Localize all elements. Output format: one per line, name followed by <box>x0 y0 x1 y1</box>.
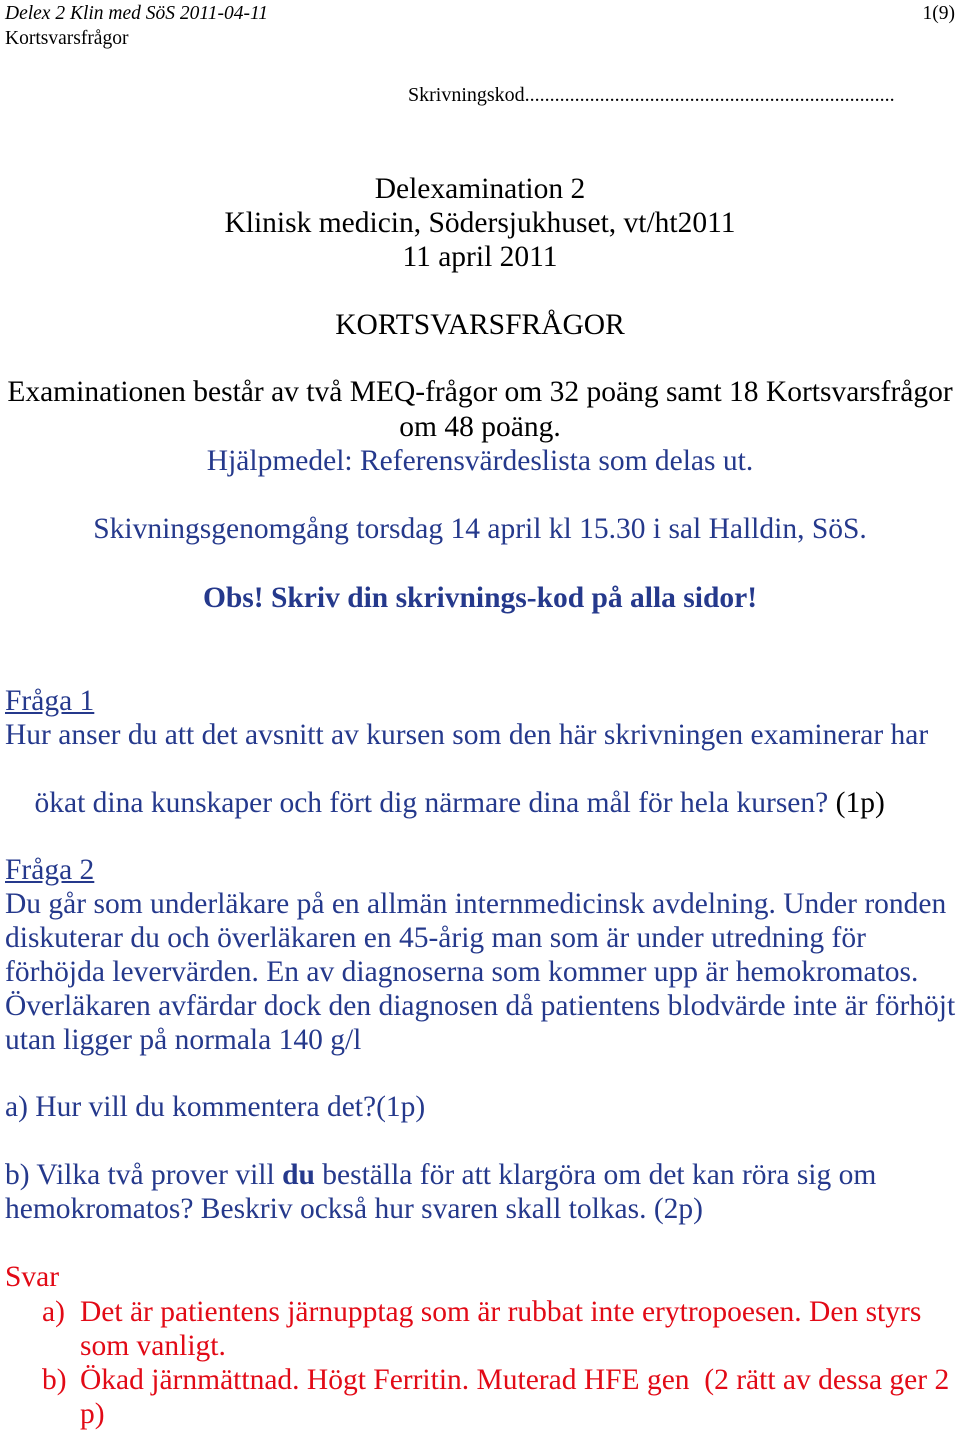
answer-a-line: som vanligt. <box>80 1330 226 1362</box>
answer-b-line: Ökad järnmättnad. Högt Ferritin. Muterad HFE gen (2 rätt av dessa ger 2 <box>80 1364 950 1396</box>
question-2-case-line: Överläkaren avfärdar dock den diagnosen då patientens blodvärde inte är förhöjt <box>5 990 956 1022</box>
exam-name: Delexamination 2 <box>374 173 586 205</box>
question-2-part-a: a) Hur vill du kommentera det?(1p) <box>5 1091 426 1123</box>
code-notice: Obs! Skriv din skrivnings-kod på alla sidor! <box>202 582 758 614</box>
part-b-emphasis: du <box>282 1159 315 1191</box>
page-heading: KORTSVARSFRÅGOR <box>335 309 625 341</box>
question-1-text-line: Hur anser du att det avsnitt av kursen som den här skrivningen examinerar har <box>5 719 929 751</box>
answer-a-label: a) <box>42 1296 65 1328</box>
question-2-case-line: förhöjda levervärden. En av diagnoserna som kommer upp är hemokromatos. <box>5 956 919 988</box>
section-name: Kortsvarsfrågor <box>5 28 129 49</box>
exam-scope-line: om 48 poäng. <box>399 411 561 443</box>
question-1-text: ökat dina kunskaper och fört dig närmare dina mål för hela kursen? <box>34 787 836 819</box>
answer-a-line: Det är patientens järnupptag som är rubbat inte erytropoesen. Den styrs <box>80 1296 922 1328</box>
question-2-case-line: diskuterar du och överläkaren en 45-årig man som är under utredning för <box>5 922 866 954</box>
question-1-points: (1p) <box>835 787 885 819</box>
part-b-text: b) Vilka två prover vill <box>5 1159 283 1191</box>
page-number: 1(9) <box>922 3 955 24</box>
review-session-note: Skivningsgenomgång torsdag 14 april kl 15.30 i sal Halldin, SöS. <box>93 513 867 545</box>
exam-code-field: Skrivningskod.......................................................................... <box>408 84 895 106</box>
answer-b-label: b) <box>42 1364 67 1396</box>
question-1-heading: Fråga 1 <box>5 685 95 717</box>
exam-scope-line: Examinationen består av två MEQ-frågor om 32 poäng samt 18 Kortsvarsfrågor <box>7 376 953 408</box>
exam-date: 11 april 2011 <box>402 241 558 273</box>
question-2-part-b-line: hemokromatos? Beskriv också hur svaren skall tolkas. (2p) <box>5 1193 704 1225</box>
question-2-heading: Fråga 2 <box>5 854 95 886</box>
question-2-part-b-line <box>5 1158 876 1192</box>
aids-note: Hjälpmedel: Referensvärdeslista som delas ut. <box>206 445 754 477</box>
question-2-case-line: Du går som underläkare på en allmän internmedicinsk avdelning. Under ronden <box>5 888 947 920</box>
answer-b-line: p) <box>80 1398 105 1430</box>
part-b-text: beställa för att klargöra om det kan röra sig om <box>314 1159 877 1191</box>
document-title: Delex 2 Klin med SöS 2011-04-11 <box>5 3 269 24</box>
question-2-case-line: utan ligger på normala 140 g/l <box>5 1024 362 1056</box>
question-1-text-line <box>5 752 885 854</box>
course-name: Klinisk medicin, Södersjukhuset, vt/ht2011 <box>224 207 736 239</box>
answer-heading: Svar <box>5 1261 60 1293</box>
